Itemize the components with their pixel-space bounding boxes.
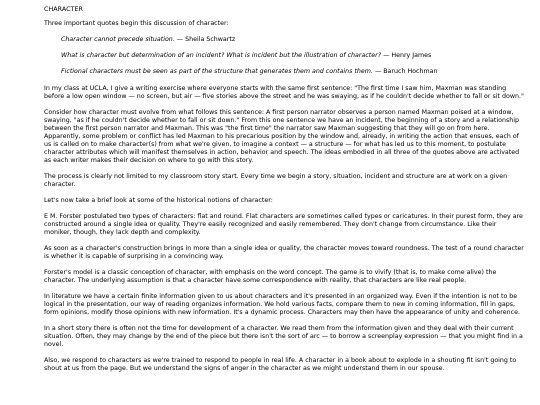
quote-text: Character cannot precede situation.	[61, 36, 175, 43]
body-paragraph: In a short story there is often not the time for development of a character. We read them from the information given and they deal with their current situation. Often, they may change by the end of the piece but there isn't the sort of arc — to borrow a screenplay expression — that you might find in a novel.	[44, 325, 523, 348]
page-title: CHARACTER	[44, 5, 83, 13]
body-paragraph: As soon as a character's construction brings in more than a single idea or quality, the character moves toward roundness. The test of a round character is whether it is capable of surprising in a convincing way.	[44, 245, 524, 260]
epigraph-quote	[61, 52, 524, 60]
body-paragraph: The process is clearly not limited to my classroom story start. Every time we begin a story, situation, incident and structure are at work on a given character.	[44, 173, 508, 188]
epigraph-list	[44, 36, 524, 76]
body-paragraph: Consider how character must evolve from what follows this sentence: A first person narrator observes a person named Maxman poised at a window, swaying, "as if he couldn't decide whether to fall or sit down." From this one sentence we have an incident, the beginning of a story and a relationship between the first person narrator and Maxman. This was "the first time" the narrator saw Maxman suggesting that they will go on from here. Apparently, some problem or conflict has led Maxman to his precarious position by the window and, already, in writing the action that ensues, each of us is called on to make character(s) from what we're given, to imagine a context — a structure — for what has led us to this moment, to postulate character attributes which will manifest themselves in action, behavior and speech. The ideas embodied in all three of the quotes above are activated as each writer makes their decision on where to go with this story.	[44, 109, 520, 164]
quote-attribution: — Henry James	[381, 52, 432, 59]
quote-text: What is character but determination of an incident? What is incident but the illustration of character?	[61, 52, 382, 59]
body-paragraph: In my class at UCLA, I give a writing exercise where everyone starts with the same first sentence: "The first time I saw him, Maxman was standing before a low open window — no screen, but air — five stories above the street and he was swaying, as if he couldn't decide whether to fall or sit down."	[44, 85, 524, 100]
quote-attribution: — Sheila Schwartz	[174, 36, 236, 43]
body-paragraph: Let's now take a brief look at some of the historical notions of character:	[44, 197, 273, 204]
intro-paragraph: Three important quotes begin this discussion of character:	[44, 20, 229, 27]
quote-attribution: — Baruch Hochman	[372, 68, 438, 75]
epigraph-quote	[61, 68, 524, 76]
body-paragraph: Also, we respond to characters as we're trained to respond to people in real life. A character in a book about to explode in a shouting fit isn't going to shout at us from the page. But we understand the signs of anger in the character as we might understand them in our spouse.	[44, 357, 517, 372]
document-content	[44, 5, 524, 381]
body-paragraph: In literature we have a certain finite information given to us about characters and it's presented in an organized way. Even if the intention is not to be logical in the presentation, our way of reading organizes information. We hold various facts, compare them to new in coming information, fill in gaps, form opinions, modify those opinions with new information. It's a dynamic process. Characters may then have the appearance of unity and coherence.	[44, 293, 520, 316]
body-paragraph: Forster's model is a classic conception of character, with emphasis on the word concept. The game is to vivify (that is, to make come alive) the character. The underlying assumption is that a character have some correspondence with reality, that characters are like real people.	[44, 269, 497, 284]
quote-text: Fictional characters must be seen as part of the structure that generates them and contains them.	[61, 68, 373, 75]
epigraph-quote	[61, 36, 524, 44]
body-paragraph: E M. Forster postulated two types of characters: flat and round. Flat characters are sometimes called types or caricatures. In their purest form, they are constructed around a single idea or quality. They're easily recognized and easily remembered. They don't change from circumstance. Like their moniker, though, they lack depth and complexity.	[44, 213, 523, 236]
